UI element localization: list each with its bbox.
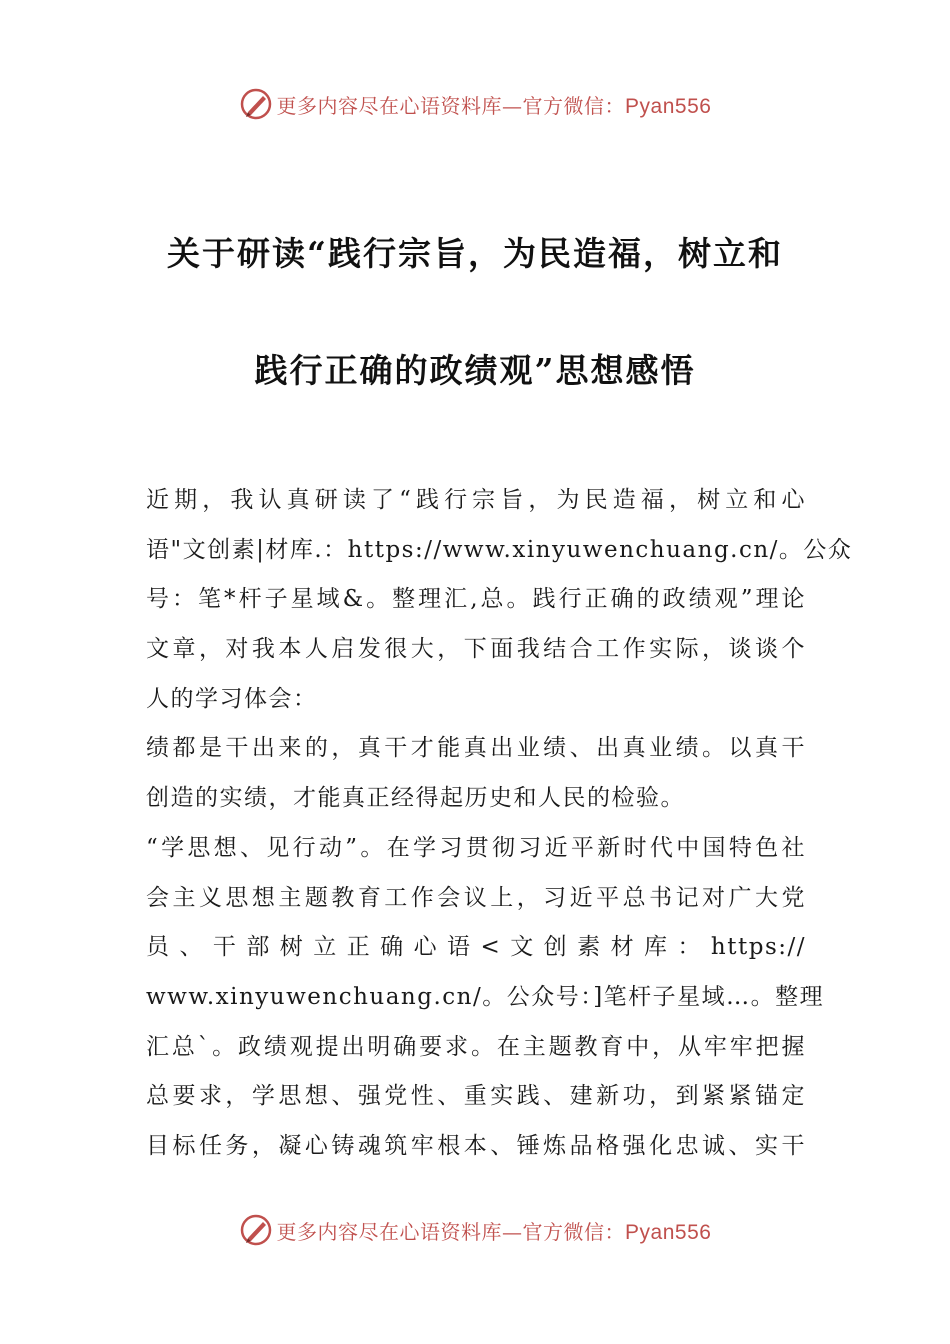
text-line: “学思想、见行动”。在学习贯彻习近平新时代中国特色社 — [146, 834, 806, 861]
title-line-1: 关于研读“践行宗旨，为民造福，树立和 — [167, 234, 783, 273]
text-line: 人的学习体会： — [146, 685, 318, 712]
text-line: 近期，我认真研读了“践行宗旨，为民造福，树立和心 — [146, 487, 806, 513]
header-watermark — [0, 84, 950, 124]
footer-watermark — [0, 1210, 950, 1250]
wechat-id: Pyan556 — [625, 94, 712, 118]
text-line: 创造的实绩，才能真正经得起历史和人民的检验。 — [146, 785, 685, 812]
pen-logo-icon — [239, 87, 273, 121]
text-line: 绩都是干出来的，真干才能真出业绩、出真业绩。以真干 — [146, 735, 806, 762]
wechat-id: Pyan556 — [625, 1220, 712, 1244]
text-line: www.xinyuwenchuang.cn/。公众号：]笔杆子星域…。整理 — [146, 983, 825, 1010]
text-line: 目标任务，凝心铸魂筑牢根本、锤炼品格强化忠诚、实干 — [146, 1132, 806, 1159]
text-line: 号：笔*杆子星域&。整理汇,总。践行正确的政绩观”理论 — [146, 586, 806, 613]
watermark-text: 更多内容尽在心语资料库—官方微信：Pyan556 — [276, 1219, 712, 1244]
text-line: 文章，对我本人启发很大，下面我结合工作实际，谈谈个 — [146, 636, 806, 663]
text-line: 汇总`。政绩观提出明确要求。在主题教育中，从牢牢把握 — [146, 1033, 806, 1060]
text-line: 语"文创素|材库.：https://www.xinyuwenchuang.cn/。公众 — [146, 536, 853, 563]
text-line: 员、干部树立正确心语<文创素材库：https:// — [146, 934, 806, 961]
pen-logo-icon — [239, 1213, 273, 1247]
text-line: 总要求，学思想、强党性、重实践、建新功，到紧紧锚定 — [146, 1083, 806, 1110]
text-line: 会主义思想主题教育工作会议上，习近平总书记对广大党 — [146, 884, 806, 911]
title-line-2: 践行正确的政绩观”思想感悟 — [254, 351, 696, 390]
document-body — [146, 476, 853, 1172]
watermark-text: 更多内容尽在心语资料库—官方微信：Pyan556 — [276, 93, 712, 118]
